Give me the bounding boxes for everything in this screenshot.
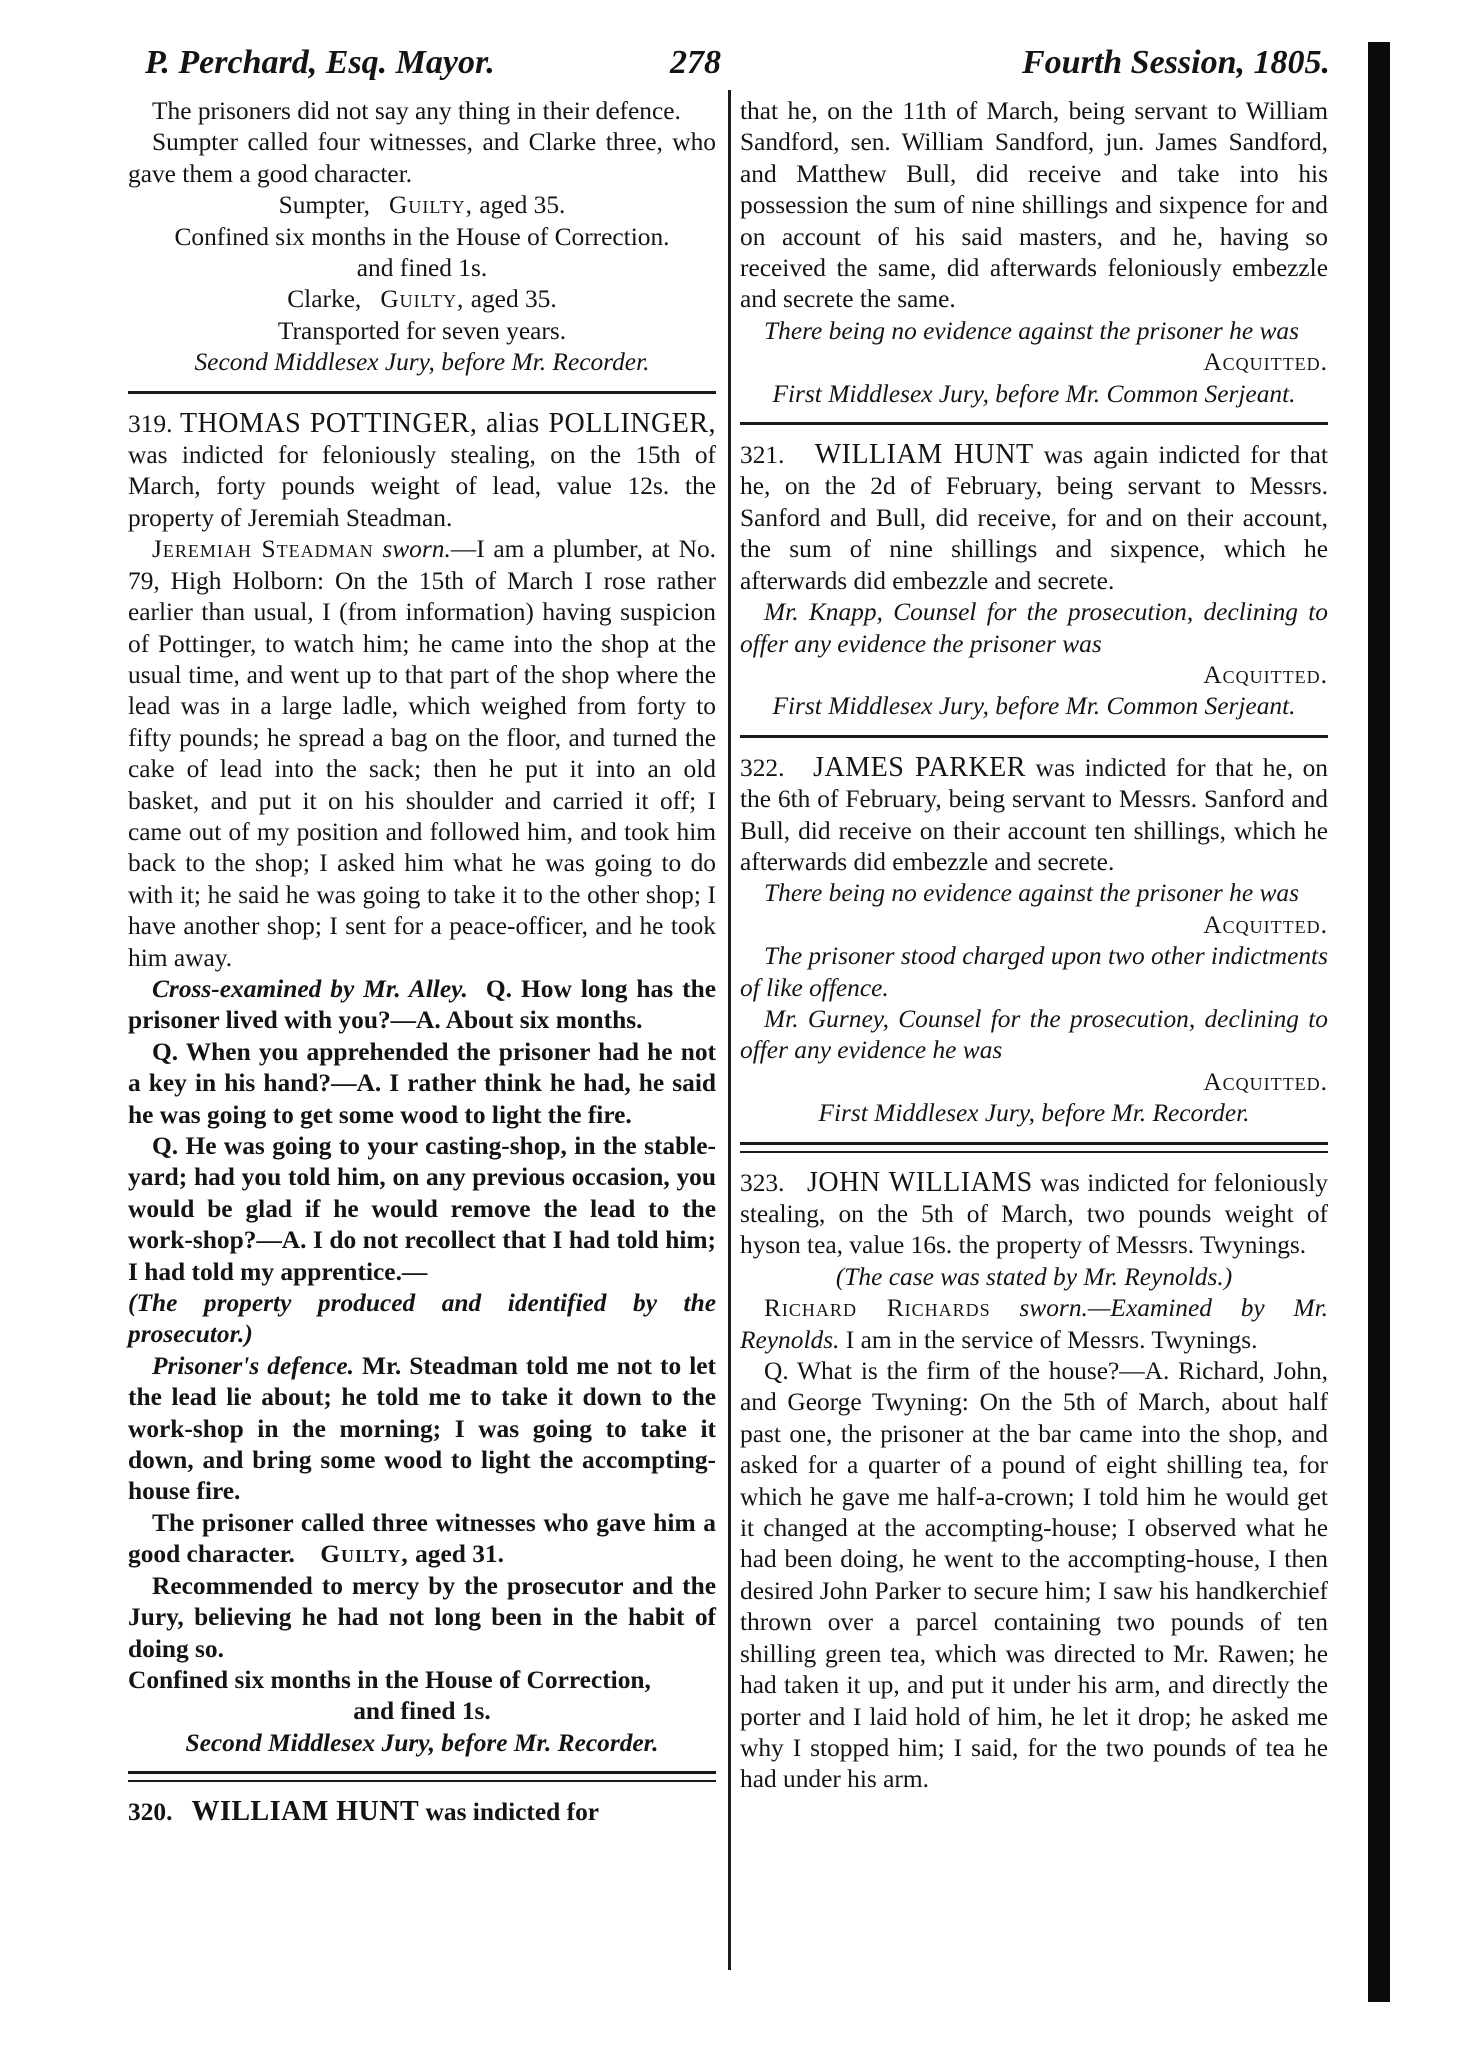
- cross-examination: [128, 974, 716, 1037]
- jury-line: Second Middlesex Jury, before Mr. Recorder.: [185, 1728, 659, 1757]
- age: aged 35.: [470, 285, 557, 314]
- sentence: Confined six months in the House of Correction,: [128, 1665, 651, 1694]
- page-header: [145, 44, 1330, 88]
- column-divider: [728, 90, 731, 1970]
- indictment: was indicted for: [425, 1798, 600, 1827]
- case-320-heading: [128, 1796, 716, 1828]
- defendant-name: THOMAS POTTINGER, alias POLLINGER,: [179, 407, 716, 439]
- case-number: 323.: [740, 1168, 785, 1197]
- verdict-line: [128, 284, 716, 315]
- case-321: [740, 439, 1328, 723]
- case-322: [740, 752, 1328, 1130]
- section-rule: [740, 735, 1328, 738]
- counsel-note: Mr. Gurney, Counsel for the prosecution, declining to offer any evidence he was: [740, 1004, 1328, 1065]
- case-stated-note: (The case was stated by Mr. Reynolds.): [835, 1262, 1233, 1291]
- right-column: [740, 96, 1328, 1796]
- indictment: was indicted for feloniously stealing, on the 5th of March, two pounds weight of hyson tea, value 16s. the property of Messrs. Twynings.: [740, 1168, 1328, 1260]
- testimony-text: —I am a plumber, at No. 79, High Holborn: On the 15th of March I rose rather earlier than usual, I (from information) having suspicion of Pottinger, to watch him; he came into the shop at the usual time, and went up to that part of the shop where the lead was in a large ladle, which weighed from forty to fifty pounds; he spread a bag on the floor, and turned the cake of lead into the sack; then he put it into an old basket, and put it on his shoulder and carried it off; I came out of my position and followed him, and took him back to the shop; I asked him what he was going to do with it; he said he was going to take it to the other shop; I have another shop; I sent for a peace-officer, and he took him away.: [128, 535, 716, 972]
- jury-line: Second Middlesex Jury, before Mr. Recorder.: [194, 348, 650, 377]
- case-318-conclusion: [128, 96, 716, 379]
- testimony-text: I am in the service of Messrs. Twynings.: [845, 1325, 1258, 1354]
- verdict-line: [128, 190, 716, 221]
- defence-text: Mr. Steadman told me not to let the lead lie about; he told me to take it down to the work-shop in the morning; I was going to take it down, and bring some wood to light the accompting-house fire.: [128, 1351, 716, 1506]
- defendant-name: Clarke,: [287, 285, 362, 314]
- counsel-note: Mr. Knapp, Counsel for the prosecution, declining to offer any evidence the prisoner was: [740, 598, 1328, 658]
- section-rule: [128, 391, 716, 394]
- defendant-name: JOHN WILLIAMS: [807, 1166, 1033, 1198]
- sentence: and fined 1s.: [353, 1697, 491, 1726]
- case-heading: [740, 439, 1328, 597]
- section-rule: [128, 1771, 716, 1782]
- case-number: 319.: [128, 409, 173, 438]
- section-rule: [740, 1142, 1328, 1153]
- header-session: Fourth Session, 1805.: [1022, 44, 1330, 81]
- witness-name: Jeremiah Steadman: [152, 535, 374, 564]
- verdict: Guilty,: [380, 285, 465, 314]
- sentence: Transported for seven years.: [277, 316, 567, 345]
- property-note: (The property produced and identified by the prosecutor.): [128, 1289, 716, 1349]
- defendant-name: WILLIAM HUNT: [814, 439, 1034, 471]
- section-rule: [740, 422, 1328, 425]
- defendant-name: WILLIAM HUNT: [191, 1796, 420, 1828]
- indictment: was again indicted for that he, on the 2d of February, being servant to Messrs. Sanford and Bull, did receive, for and on their account, the sum of nine shillings and sixpence, which he afterwards did embezzle and secrete.: [740, 441, 1328, 595]
- sworn-label: sworn.—Examined by Mr. Reynolds.: [740, 1294, 1328, 1354]
- case-319: [128, 408, 716, 1759]
- defence-label: Prisoner's defence.: [152, 1351, 354, 1380]
- paragraph: Sumpter called four witnesses, and Clarke three, who gave them a good character.: [128, 128, 716, 188]
- testimony: [740, 1293, 1328, 1356]
- recommendation: Recommended to mercy by the prosecutor and the Jury, believing he had not long been in the habit of doing so.: [128, 1571, 716, 1663]
- testimony: [128, 534, 716, 974]
- page-number: 278: [670, 44, 721, 81]
- jury-line: First Middlesex Jury, before Mr. Common Serjeant.: [772, 379, 1296, 408]
- case-heading: [740, 752, 1328, 879]
- case-320-continued: [740, 96, 1328, 410]
- jury-line: First Middlesex Jury, before Mr. Recorder.: [818, 1099, 1250, 1128]
- sworn-label: sworn.: [382, 535, 451, 564]
- question-answer: Q. When you apprehended the prisoner had he not a key in his hand?—A. I rather think he had, he said he was going to get some wood to light the fire.: [128, 1037, 716, 1129]
- indictment: was indicted for feloniously stealing, on the 15th of March, forty pounds weight of lead, value 12s. the property of Jeremiah Steadman.: [128, 441, 716, 532]
- jury-line: First Middlesex Jury, before Mr. Common Serjeant.: [772, 692, 1296, 721]
- age: aged 31.: [415, 1540, 504, 1569]
- paragraph: The prisoners did not say any thing in their defence.: [152, 97, 681, 125]
- verdict: Acquitted.: [1203, 1067, 1328, 1096]
- case-323: [740, 1167, 1328, 1796]
- sentence: and fined 1s.: [356, 254, 488, 283]
- header-mayor: P. Perchard, Esq. Mayor.: [145, 44, 495, 81]
- sentence: Confined six months in the House of Correction.: [174, 222, 670, 251]
- defendant-name: Sumpter,: [278, 191, 370, 220]
- question-answer: Q. He was going to your casting-shop, in the stable-yard; had you told him, on any previous occasion, you would be glad if he would remove the lead to the work-shop?—A. I do not recollect that I had told him; I had told my apprentice.—: [128, 1132, 716, 1286]
- no-evidence: There being no evidence against the prisoner he was: [764, 316, 1299, 345]
- cross-label: Cross-examined by Mr. Alley.: [152, 974, 468, 1003]
- age: aged 35.: [479, 191, 566, 220]
- indictment: was indicted for that he, on the 6th of February, being servant to Messrs. Sanford and Bull, did receive on their account ten shillings, which he afterwards did embezzle and secrete.: [740, 753, 1329, 876]
- defence: [128, 1351, 716, 1508]
- case-number: 321.: [740, 441, 785, 470]
- verdict: Guilty,: [320, 1540, 409, 1569]
- case-number: 320.: [128, 1798, 173, 1827]
- witness-name: Richard Richards: [764, 1294, 991, 1323]
- question-answer: Q. How long has the prisoner lived with you?—A. About six months.: [128, 974, 716, 1035]
- witness-note: [128, 1508, 716, 1571]
- case-heading: [740, 1167, 1328, 1262]
- question-answer: Q. What is the firm of the house?—A. Richard, John, and George Twyning: On the 5th of March, about half past one, the prisoner at the bar came into the shop, and asked for a quarter of a pound of eight shilling tea, for which he gave me half-a-crown; I told him he would get it changed at the accompting-house; I observed what he had been doing, he went to the accompting-house, I then desired John Parker to secure him; I saw his handkerchief thrown over a parcel containing two pounds of ten shilling green tea, which was directed to Mr. Rawen; he had taken it up, and put it under his arm, and directly the porter and I laid hold of him, he let it drop; he asked me why I stopped him; I said, for the two pounds of tea he had under his arm.: [740, 1357, 1328, 1794]
- case-number: 322.: [740, 753, 785, 782]
- no-evidence: There being no evidence against the prisoner he was: [764, 879, 1299, 908]
- indictment: that he, on the 11th of March, being servant to William Sandford, sen. William Sandford, jun. James Sandford, and Matthew Bull, did receive and take into his possession the sum of nine shillings and sixpence for and on account of his said masters, and he, having so received the same, did afterwards feloniously embezzle and secrete the same.: [740, 97, 1328, 314]
- verdict: Guilty,: [389, 191, 474, 220]
- verdict: Acquitted.: [1203, 910, 1328, 939]
- verdict: Acquitted.: [1203, 660, 1328, 689]
- witness-text: The prisoner called three witnesses who gave him a good character.: [128, 1508, 716, 1569]
- case-heading: [128, 408, 716, 535]
- binding-edge: [1368, 42, 1390, 2002]
- verdict: Acquitted.: [1203, 348, 1328, 377]
- charged-note: The prisoner stood charged upon two other indictments of like offence.: [740, 942, 1328, 1002]
- defendant-name: JAMES PARKER: [813, 751, 1026, 783]
- left-column: [128, 96, 716, 1829]
